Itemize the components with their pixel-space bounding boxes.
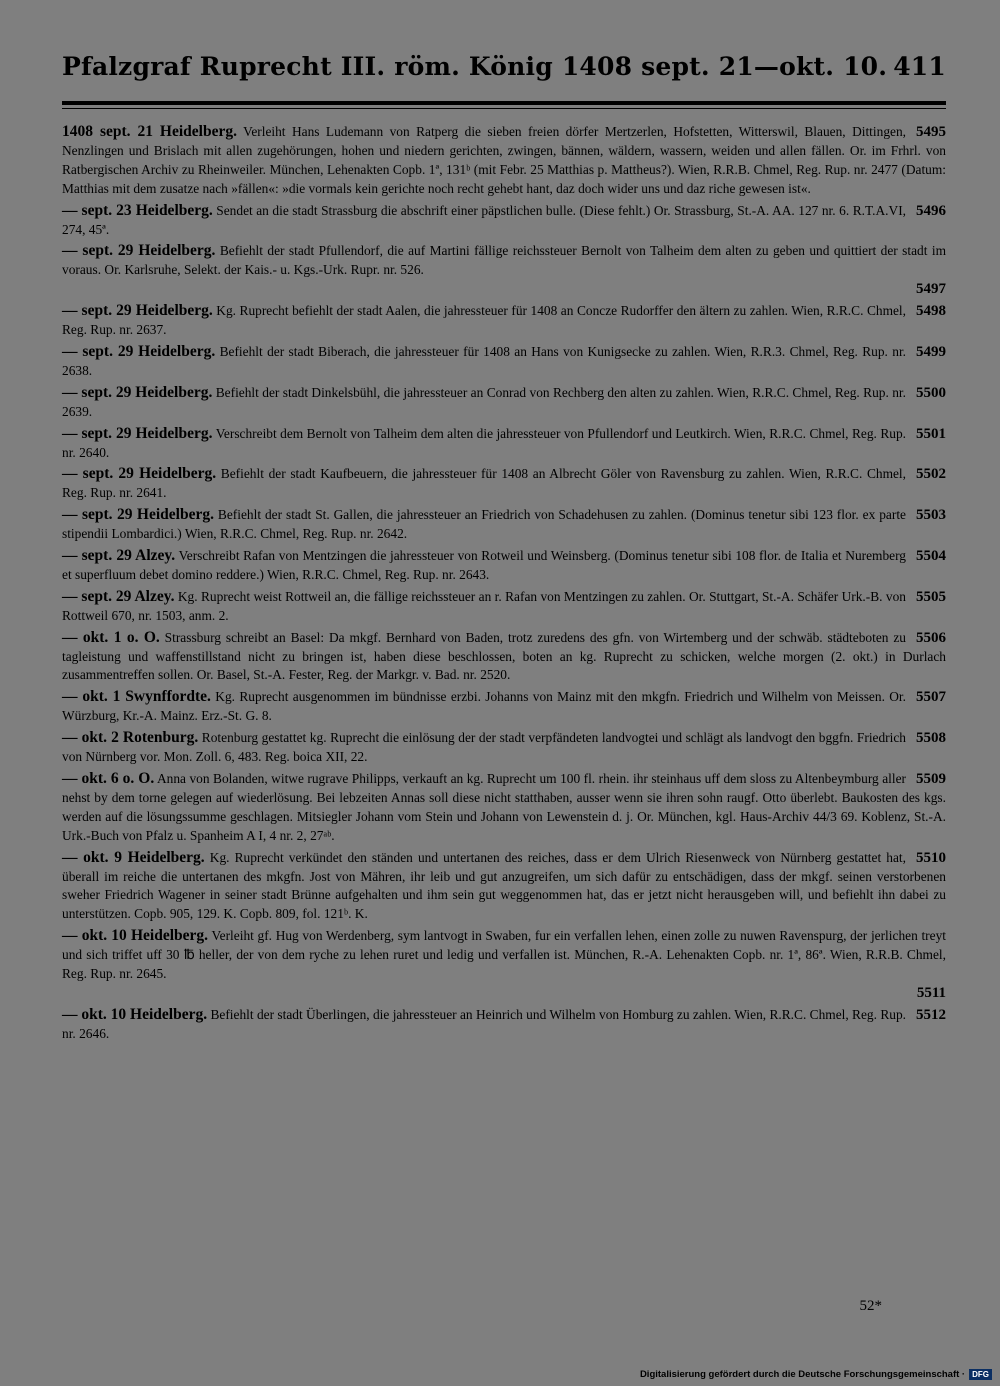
entry-date: 1408 sept. 21 Heidelberg. bbox=[62, 123, 237, 140]
regest-entry bbox=[62, 425, 946, 463]
page-title: Pfalzgraf Ruprecht III. röm. König 1408 sept. 21—okt. 10. bbox=[62, 52, 888, 81]
entry-text: Strassburg schreibt an Basel: Da mkgf. Bernhard von Baden, trotz zuredens des gfn. von Wirtemberg und der schwäb. städteboten zu tagleistung und waffenstillstand nicht zu bringen ist, haben diese beschlossen, boten an kg. Ruprecht zu schicken, welche morgen (2. okt.) in Durlach zusammentreffen sollen. Or. Basel, St.-A. Fester, Reg. der Markgr. v. Bad. nr. 2520. bbox=[62, 629, 946, 683]
entry-number: 5511 bbox=[916, 984, 946, 1001]
footer-credit bbox=[640, 1369, 992, 1380]
regest-entry bbox=[62, 506, 946, 544]
entry-number: 5495 bbox=[916, 124, 946, 140]
entry-date: — okt. 9 Heidelberg. bbox=[62, 848, 205, 866]
regest-entry bbox=[62, 343, 946, 381]
entry-date: — sept. 29 Heidelberg. bbox=[62, 302, 213, 320]
entry-text: Verschreibt dem Bernolt von Talheim dem alten die jahressteuer von Pfullendorf und Leutkirch. Wien, R.R.C. Chmel, Reg. Rup. nr. 2640. bbox=[62, 425, 907, 460]
regest-entry bbox=[62, 688, 946, 726]
entry-text: Befiehlt der stadt Dinkelsbühl, die jahressteuer an Conrad von Rechberg den alten zu zahlen. Wien, R.R.C. Chmel, Reg. Rup. nr. 2639. bbox=[62, 384, 906, 419]
entry-text: Befiehlt der stadt Biberach, die jahressteuer für 1408 an Hans von Kunigsecke zu zahlen. Wien, R.R.3. Chmel, Reg. Rup. nr. 2638. bbox=[62, 343, 907, 378]
entry-text: Befiehlt der stadt Pfullendorf, die auf Martini fällige reichssteuer Bernolt von Talheim dem alten zu geben und quittiert der stadt im voraus. Or. Karlsruhe, Selekt. der Kais.- u. Kgs.-Urk. Rupr. nr. 526. bbox=[62, 243, 946, 278]
regest-entry bbox=[62, 1006, 946, 1044]
entry-date: — sept. 29 Alzey. bbox=[62, 547, 176, 565]
entry-text: Rotenburg gestattet kg. Ruprecht die einlösung der der stadt verpfändeten landvogtei und schlägt als landvogt den bggfn. Friedrich von Nürnberg vor. Mon. Zoll. 6, 483. Reg. boica XII, 22. bbox=[62, 730, 906, 765]
regest-entry bbox=[62, 849, 946, 925]
entry-number: 5497 bbox=[916, 281, 946, 298]
entry-number: 5503 bbox=[916, 507, 946, 524]
regest-entry bbox=[62, 729, 946, 767]
entry-number: 5499 bbox=[916, 343, 946, 360]
entry-date: — sept. 23 Heidelberg. bbox=[62, 201, 213, 219]
regest-entry bbox=[62, 588, 946, 626]
regest-entry bbox=[62, 629, 946, 686]
entry-number: 5510 bbox=[916, 849, 946, 866]
entry-number: 5509 bbox=[916, 771, 946, 787]
entry-number: 5505 bbox=[916, 588, 946, 605]
entry-date: — sept. 29 Heidelberg. bbox=[62, 242, 216, 260]
entry-date: — sept. 29 Heidelberg. bbox=[62, 424, 213, 442]
entry-number: 5512 bbox=[916, 1006, 946, 1023]
entry-date: — okt. 6 o. O. bbox=[62, 770, 155, 787]
entry-number: 5496 bbox=[916, 202, 946, 219]
regest-entry bbox=[62, 465, 946, 503]
page-number: 411 bbox=[893, 52, 946, 81]
entry-date: — sept. 29 Heidelberg. bbox=[62, 383, 213, 401]
entry-date: — okt. 10 Heidelberg. bbox=[62, 927, 209, 945]
entry-text: Verleiht Hans Ludemann von Ratperg die sieben freien dörfer Mertzerlen, Hofstetten, Witterswil, Blauen, Dittingen, Nenzlingen und Brislach mit allen zugehörungen, hohen und niedern gerichten, zwingen, bännen, wäldern, wassern, weiden und allen fällen. Or. im Frhrl. von Ratbergischen Archiv zu Rheinweiler. München, Lehenakten Copb. 1ª, 131ᵇ (mit Febr. 25 Matthias p. Mattheus?). Wien, R.R.B. Chmel, Reg. Rup. nr. 2477 (Datum: Matthias mit dem zusatze nach »fällen«: »die vormals kein gerichte noch recht gehebt hant, daz doch wider uns und daz riche gewesen ist«. bbox=[62, 124, 946, 196]
entry-number: 5506 bbox=[916, 629, 946, 646]
regest-entry bbox=[62, 384, 946, 422]
regest-entry bbox=[62, 242, 946, 299]
dfg-logo-icon: DFG bbox=[969, 1369, 992, 1380]
entry-date: — sept. 29 Heidelberg. bbox=[62, 342, 216, 360]
entry-date: — okt. 2 Rotenburg. bbox=[62, 729, 199, 747]
entry-text: Befiehlt der stadt Kaufbeuern, die jahressteuer für 1408 an Albrecht Göler von Ravensburg zu zahlen. Wien, R.R.C. Chmel, Reg. Rup. nr. 2641. bbox=[62, 466, 906, 501]
entry-number: 5507 bbox=[916, 689, 946, 706]
entry-date: — okt. 1 Swynffordte. bbox=[62, 688, 211, 706]
entry-text: Verschreibt Rafan von Mentzingen die jahressteuer von Rotweil und Weinsberg. (Dominus tenetur sibi 108 flor. de Italia et Nuremberg et superfluum debet domino reddere.) Wien, R.R.C. Chmel, Reg. Rup. nr. 2643. bbox=[62, 548, 907, 582]
footer-text: Digitalisierung gefördert durch die Deutsche Forschungsgemeinschaft · bbox=[639, 1369, 966, 1380]
entry-number: 5508 bbox=[916, 730, 946, 747]
entry-date: — okt. 1 o. O. bbox=[62, 628, 160, 646]
regest-entry bbox=[62, 927, 946, 1003]
regest-entry bbox=[62, 202, 946, 240]
entry-date: — sept. 29 Heidelberg. bbox=[62, 506, 214, 524]
entry-date: — okt. 10 Heidelberg. bbox=[62, 1005, 208, 1023]
regest-entry bbox=[62, 302, 946, 340]
entry-number: 5502 bbox=[916, 466, 946, 483]
entry-text: Anna von Bolanden, witwe rugrave Philipps, verkauft an kg. Ruprecht um 100 fl. rhein. ihr steinhaus uff dem sloss zu Altenbeymburg aller nehst by dem torne gelegen auf wiederlösung. Bei lebzeiten Annas soll diese nicht statthaben, ausser wenn sie ihren sohn raugf. Otto überlebt. Baukosten des kgs. werden auf die lösungssumme geschlagen. Mitsiegler Johann vom Stein und Johann von Lewenstein d. j. Or. München, kgl. Haus-Archiv 44/3 69. Koblenz, St.-A. Urk.-Buch von Pfalz u. Spanheim A I, 4 nr. 2, 27ᵃᵇ. bbox=[62, 771, 946, 843]
regest-entry bbox=[62, 770, 946, 846]
regest-entry bbox=[62, 547, 946, 585]
entry-text: Kg. Ruprecht ausgenommen im bündnisse erzbi. Johanns von Mainz mit den mkgfn. Friedrich und Wilhelm von Meissen. Or. Würzburg, Kr.-A. Mainz. Erz.-St. G. 8. bbox=[62, 689, 906, 724]
entry-text: Kg. Ruprecht verkündet den ständen und untertanen des reiches, dass er dem Ulrich Riesenweck von Nürnberg gestattet hat, überall im reiche die untertanen des mkgfn. Jost von Mähren, ihr leib und gut anzugreifen, um sich dafür zu entschädigen, dass der mkgf. seinen verstorbenen sweher Friedrich Wagener in seiner stadt Brünne aufgehalten und ihm sein gut weggenommen hat, das er jetzt nicht herausgeben will, und befiehlt ihn dabei zu unterstützen. Copb. 905, 129. K. Copb. 809, fol. 121ᵇ. K. bbox=[62, 849, 946, 922]
entry-number: 5498 bbox=[916, 303, 946, 320]
entry-text: Kg. Ruprecht befiehlt der stadt Aalen, die jahressteuer für 1408 an Concze Rudorffer den ältern zu zahlen. Wien, R.R.C. Chmel, Reg. Rup. nr. 2637. bbox=[62, 303, 906, 338]
header-rule-thin bbox=[62, 108, 946, 109]
entry-date: — sept. 29 Alzey. bbox=[62, 587, 175, 605]
entry-number: 5504 bbox=[916, 548, 946, 565]
entry-text: Befiehlt der stadt Überlingen, die jahressteuer an Heinrich und Wilhelm von Homburg zu zahlen. Wien, R.R.C. Chmel, Reg. Rup. nr. 2646. bbox=[62, 1006, 906, 1041]
entry-date: — sept. 29 Heidelberg. bbox=[62, 465, 217, 483]
signature-mark: 52* bbox=[859, 1298, 882, 1314]
header-rule-thick bbox=[62, 101, 946, 105]
entry-text: Sendet an die stadt Strassburg die abschrift einer päpstlichen bulle. (Diese fehlt.) Or. Strassburg, St.-A. AA. 127 nr. 6. R.T.A.VI, 274, 45ª. bbox=[62, 202, 907, 237]
entry-text: Kg. Ruprecht weist Rottweil an, die fällige reichssteuer an r. Rafan von Mentzingen zu zahlen. Or. Stuttgart, St.-A. Schäfer Urk.-B. von Rottweil 670, nr. 1503, anm. 2. bbox=[62, 588, 906, 623]
entry-text: Befiehlt der stadt St. Gallen, die jahressteuer an Friedrich von Schadehusen zu zahlen. (Dominus tenetur sibi 123 flor. ex parte stipendii Lombardici.) Wien, R.R.C. Chmel, Reg. Rup. nr. 2642. bbox=[62, 507, 907, 542]
entry-number: 5500 bbox=[916, 384, 946, 401]
entry-text: Verleiht gf. Hug von Werdenberg, sym lantvogt in Swaben, fur ein verfallen lehen, einen zolle zu nuwen Ravenspurg, der jerlichen treyt und sich triffet uff 30 ℔ heller, der von dem ryche zu lehen ruret und ledig und verfallen ist. München, R.-A. Lehenakten Copb. nr. 1ª, 86ª. Wien, R.R.B. Chmel, Reg. Rup. nr. 2645. bbox=[62, 928, 946, 982]
page-header bbox=[62, 52, 946, 81]
entry-number: 5501 bbox=[916, 425, 946, 442]
regesta-list bbox=[62, 123, 946, 1047]
regest-entry bbox=[62, 123, 946, 199]
